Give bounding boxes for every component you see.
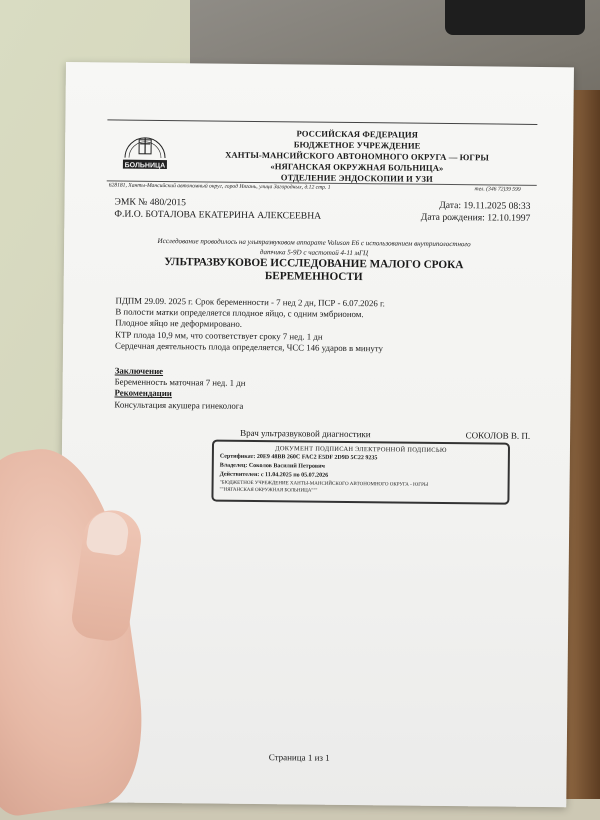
hospital-logo-icon	[117, 128, 173, 177]
finding-line: В полости матки определяется плодное яйцо, с одним эмбрионом.	[115, 307, 545, 323]
recommendation-heading: Рекомендации	[114, 388, 544, 404]
title-line-2: БЕРЕМЕННОСТИ	[124, 269, 504, 286]
org-line-2: БЮДЖЕТНОЕ УЧРЕЖДЕНИЕ	[177, 138, 537, 153]
emk-number: ЭМК № 480/2015	[114, 197, 186, 209]
finding-line: Плодное яйцо не деформировано.	[115, 318, 545, 334]
organization-header	[177, 127, 538, 186]
finding-line: КТР плода 10,9 мм, что соответствует сроку 7 нед. 1 дн	[115, 329, 545, 345]
page-number: Страница 1 из 1	[269, 752, 330, 763]
chair-leg	[445, 0, 585, 35]
doctor-label: Врач ультразвуковой диагностики	[240, 428, 371, 439]
org-line-5: ОТДЕЛЕНИЕ ЭНДОСКОПИИ И УЗИ	[177, 171, 537, 186]
organization-phone: тел. (346 72)39 599	[475, 186, 521, 192]
conclusion-text: Беременность маточная 7 нед. 1 дн	[115, 377, 545, 393]
doctor-signature-row	[240, 428, 530, 441]
stamp-header: ДОКУМЕНТ ПОДПИСАН ЭЛЕКТРОННОЙ ПОДПИСЬЮ	[220, 444, 502, 456]
instrument-line-2: датчика 5-9D с частотой 4-11 мГЦ	[124, 246, 504, 260]
patient-name: Ф.И.О. БОТАЛОВА ЕКАТЕРИНА АЛЕКСЕЕВНА	[114, 209, 321, 222]
instrument-line-1: Исследование проводилось на ультразвуковом аппарате Voluson E6 с использованием внутриполостного	[124, 236, 504, 250]
organization-address: 628181, Ханты-Мансийский автономный округ, город Нягань, улица Загородных, д.12 стр. 1	[109, 182, 331, 190]
svg-text:БОЛЬНИЦА: БОЛЬНИЦА	[125, 162, 166, 169]
top-rule	[107, 119, 537, 125]
doctor-name: СОКОЛОВ В. П.	[466, 430, 531, 441]
stamp-certificate: Сертификат: 20E9 48BB 260C FAC2 E5DF 2D9D 5C22 9235	[220, 453, 502, 465]
electronic-signature-stamp	[211, 440, 510, 505]
finding-line: ПДПМ 29.09. 2025 г. Срок беременности - 7 нед 2 дн, ПСР - 6.07.2026 г.	[115, 296, 545, 312]
finding-line: Сердечная деятельность плода определяется, ЧСС 146 ударов в минуту	[115, 340, 545, 356]
report-body	[114, 296, 545, 415]
conclusion-heading: Заключение	[115, 366, 545, 382]
recommendation-text: Консультация акушера гинеколога	[114, 399, 544, 415]
stamp-org-2: ""НЯГАНСКАЯ ОКРУЖНАЯ БОЛЬНИЦА"""	[219, 487, 501, 497]
org-line-4: «НЯГАНСКАЯ ОКРУЖНАЯ БОЛЬНИЦА»	[177, 160, 537, 175]
org-line-3: ХАНТЫ-МАНСИЙСКОГО АВТОНОМНОГО ОКРУГА — ЮГРЫ	[177, 149, 537, 164]
stamp-validity: Действителен: с 11.04.2025 по 05.07.2026	[220, 471, 502, 483]
org-line-1: РОССИЙСКАЯ ФЕДЕРАЦИЯ	[177, 127, 537, 142]
stamp-owner: Владелец: Соколов Василий Петрович	[220, 462, 502, 474]
exam-date: Дата: 19.11.2025 08:33	[439, 200, 530, 212]
stamp-org-1: "БЮДЖЕТНОЕ УЧРЕЖДЕНИЕ ХАНТЫ-МАНСИЙСКОГО АВТОНОМНОГО ОКРУГА - ЮГРЫ	[220, 480, 502, 490]
report-title	[124, 256, 504, 286]
patient-dob: Дата рождения: 12.10.1997	[421, 212, 531, 224]
title-line-1: УЛЬТРАЗВУКОВОЕ ИССЛЕДОВАНИЕ МАЛОГО СРОКА	[124, 256, 504, 273]
